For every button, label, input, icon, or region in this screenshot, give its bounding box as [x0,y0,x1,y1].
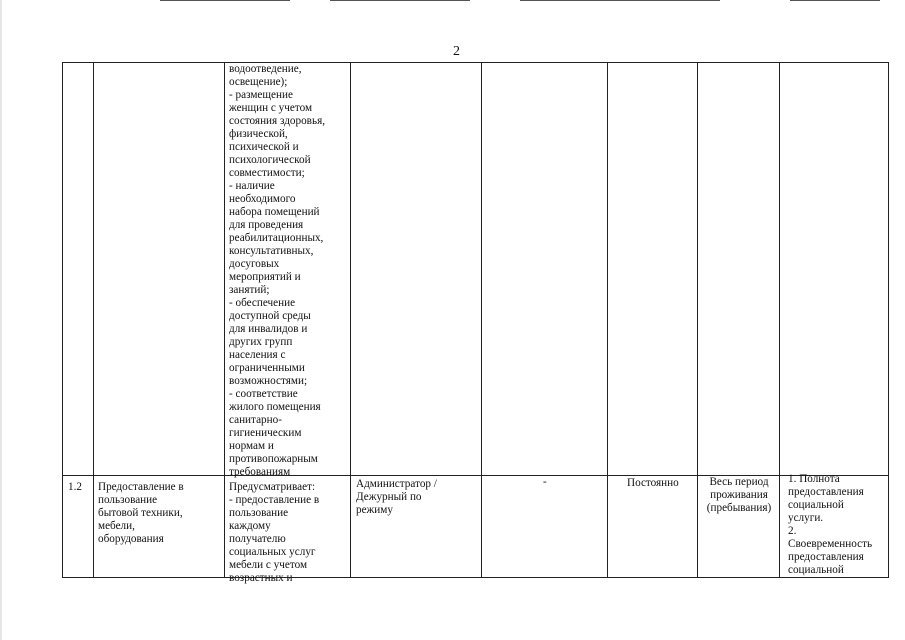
text-line: досуговых [229,258,280,270]
text-line: набора помещений [229,206,320,218]
text-line: мебели, [98,520,135,532]
text-line: психологической [229,154,311,166]
text-line: режиму [356,504,393,516]
text-line: предоставления [788,486,864,498]
column-border [224,62,225,578]
text-line: психической и [229,141,299,153]
column-border [93,62,94,578]
text-line: - размещение [229,89,293,101]
criteria-cell [788,473,886,577]
text-line: нормам и [229,440,274,452]
text-line: ограниченными [229,362,305,374]
column-border [481,62,482,578]
frequency-cell: Постоянно [627,477,679,489]
description-cell [229,481,349,585]
dash-cell: - [543,476,547,488]
text-line: 2. [788,525,797,537]
text-line: пользование [98,494,158,506]
page-number: 2 [453,44,460,59]
text-line: получателю [229,533,286,545]
column-border [779,62,780,578]
text-line: проживания [710,489,768,501]
text-line: мебели с учетом [229,559,308,571]
text-line: противопожарным [229,453,318,465]
period-cell [700,476,778,515]
text-line: пользование [229,507,289,519]
text-line: возможностями; [229,375,308,387]
text-line: Весь период [709,476,769,488]
text-line: для проведения [229,219,304,231]
scan-artifact-top [330,0,470,1]
scan-edge [0,0,2,640]
text-line: женщин с учетом [229,102,313,114]
text-line: водоотведение, [229,63,302,75]
text-line: физической, [229,128,288,140]
text-line: Предоставление в [98,481,184,493]
text-line: - соответствие [229,388,298,400]
text-line: реабилитационных, [229,232,324,244]
column-border [62,62,63,578]
scan-artifact-top [160,0,290,1]
text-line: санитарно- [229,414,282,426]
performer-cell [356,478,480,517]
column-border [607,62,608,578]
text-line: гигиеническим [229,427,302,439]
requirements-cell [229,63,349,479]
text-line: освещение); [229,76,288,88]
text-line: требованиям [229,466,291,478]
text-line: доступной среды [229,310,311,322]
text-line: для инвалидов и [229,323,308,335]
scan-artifact-top [520,0,720,1]
table-bottom-border [62,577,889,578]
text-line: необходимого [229,193,296,205]
text-line: Дежурный по [356,491,422,503]
text-line: 1. Полнота [788,473,840,485]
text-line: других групп [229,336,293,348]
table-top-border [62,62,889,63]
text-line: возрастных и [229,572,293,584]
scan-artifact-top [790,0,880,1]
text-line: - предоставление в [229,494,320,506]
text-line: консультативных, [229,245,314,257]
text-line: Предусматривает: [229,481,316,493]
text-line: услуги. [788,512,824,524]
text-line: жилого помещения [229,401,321,413]
text-line: населения с [229,349,286,361]
row-number: 1.2 [68,481,82,493]
column-border [350,62,351,578]
text-line: - наличие [229,180,275,192]
text-line: социальной [788,499,844,511]
text-line: Администратор / [356,478,437,490]
text-line: оборудования [98,533,164,545]
text-line: социальной [788,564,844,576]
text-line: - обеспечение [229,297,296,309]
service-name-cell [98,481,223,546]
text-line: совместимости; [229,167,305,179]
text-line: бытовой техники, [98,507,183,519]
text-line: состояния здоровья, [229,115,326,127]
text-line: социальных услуг [229,546,316,558]
text-line: Своевременность [788,538,873,550]
text-line: каждому [229,520,271,532]
column-border [697,62,698,578]
column-border [888,62,889,578]
text-line: занятий; [229,284,270,296]
text-line: (пребывания) [706,502,772,514]
text-line: мероприятий и [229,271,301,283]
text-line: предоставления [788,551,864,563]
